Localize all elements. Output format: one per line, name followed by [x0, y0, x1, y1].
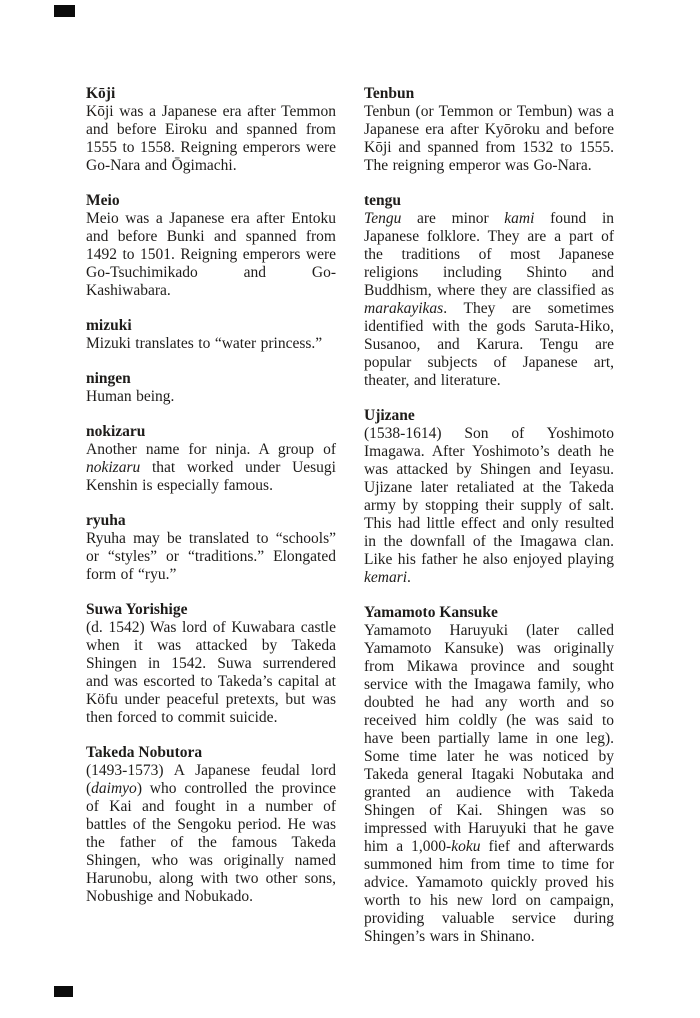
entry-mizuki	[86, 317, 336, 353]
column-left	[86, 85, 336, 946]
entry-body: Tenbun (or Temmon or Tembun) was a Japanese era after Kyōroku and before Kōji and spanned from 1532 to 1555. The reigning emperor was Go-Nara.	[364, 103, 614, 174]
two-column-text-block	[86, 85, 614, 946]
entry-tengu	[364, 192, 614, 390]
entry-body: (1493-1573) A Japanese feudal lord (daimyo) who controlled the province of Kai and fought in a number of battles of the Sengoku period. He was the father of the famous Takeda Shingen, who was originally named Harunobu, along with two other sons, Nobushige and Nobukado.	[86, 762, 336, 905]
entry-term: mizuki	[86, 317, 132, 334]
entry-ryuha	[86, 512, 336, 584]
entry-koji	[86, 85, 336, 175]
entry-ningen	[86, 370, 336, 406]
entry-body: (1538-1614) Son of Yoshimoto Imagawa. After Yoshimoto’s death he was attacked by Shingen and Ieyasu. Ujizane later retaliated at the Takeda army by stopping their supply of salt. This had little effect and only resulted in the downfall of the Imagawa clan. Like his father he also enjoyed playing kemari.	[364, 425, 614, 586]
entry-term: Suwa Yorishige	[86, 601, 188, 618]
print-registration-mark-bottom	[54, 986, 73, 997]
entry-term: Kōji	[86, 85, 116, 102]
entry-term: ningen	[86, 370, 131, 387]
entry-body: Yamamoto Haruyuki (later called Yamamoto Kansuke) was originally from Mikawa province and sought service with the Imagawa family, who doubted he had any worth and so received him coldly (he was said to have been partially lame in one leg). Some time later he was noticed by Takeda general Itagaki Nobutaka and granted an audience with Takeda Shingen of Kai. Shingen was so impressed with Haruyuki that he gave him a 1,000-koku fief and afterwards summoned him from time to time for advice. Yamamoto quickly proved his worth to his new lord on campaign, providing valuable service during Shingen’s wars in Shinano.	[364, 622, 615, 945]
entry-body: Ryuha may be translated to “schools” or “styles” or “traditions.” Elongated form of “ryu.”	[86, 530, 336, 583]
print-registration-mark-top	[54, 5, 75, 17]
entry-yamamoto-kansuke	[364, 604, 614, 946]
entry-term: nokizaru	[86, 423, 146, 440]
entry-tenbun	[364, 85, 614, 175]
entry-term: Takeda Nobutora	[86, 744, 203, 761]
entry-term: Tenbun	[364, 85, 415, 102]
entry-term: Yamamoto Kansuke	[364, 604, 498, 621]
entry-term: tengu	[364, 192, 402, 209]
entry-body: Kōji was a Japanese era after Temmon and before Eiroku and spanned from 1555 to 1558. Reigning emperors were Go-Nara and Ōgimachi.	[86, 103, 336, 174]
entry-body: Meio was a Japanese era after Entoku and before Bunki and spanned from 1492 to 1501. Reigning emperors were Go-Tsuchimikado and Go-Kashiwabara.	[86, 210, 336, 299]
entry-ujizane	[364, 407, 614, 587]
entry-meio	[86, 192, 336, 300]
entry-body: (d. 1542) Was lord of Kuwabara castle when it was attacked by Takeda Shingen in 1542. Suwa surrendered and was escorted to Takeda’s capital at Köfu under peaceful pretexts, but was then forced to commit suicide.	[86, 619, 336, 726]
entry-takeda-nobutora	[86, 744, 336, 906]
entry-body: Human being.	[86, 388, 175, 405]
entry-term: Ujizane	[364, 407, 415, 424]
entry-suwa-yorishige	[86, 601, 336, 727]
entry-term: ryuha	[86, 512, 126, 529]
entry-body: Tengu are minor kami found in Japanese folklore. They are a part of the traditions of most Japanese religions including Shinto and Buddhism, where they are classified as marakayikas. They are sometimes identified with the gods Saruta-Hiko, Susanoo, and Karura. Tengu are popular subjects of Japanese art, theater, and literature.	[364, 210, 614, 389]
entry-body: Another name for ninja. A group of nokizaru that worked under Uesugi Kenshin is especially famous.	[86, 441, 336, 494]
entry-body: Mizuki translates to “water princess.”	[86, 335, 323, 352]
entry-nokizaru	[86, 423, 336, 495]
column-right	[364, 85, 614, 946]
entry-term: Meio	[86, 192, 120, 209]
